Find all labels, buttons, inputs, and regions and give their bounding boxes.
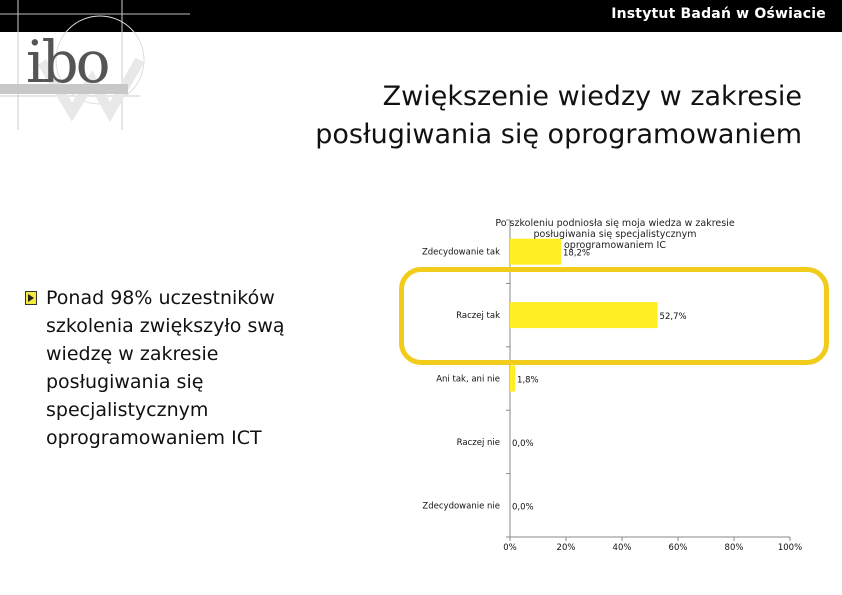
x-tick-label: 100%	[777, 543, 803, 553]
data-label: 1,8%	[517, 375, 539, 386]
category-label: Zdecydowanie nie	[422, 501, 500, 512]
bar	[510, 366, 515, 392]
x-tick-label: 0%	[503, 543, 517, 553]
x-tick-label: 80%	[724, 543, 744, 553]
slide-title	[315, 78, 802, 154]
category-label: Raczej tak	[456, 311, 500, 322]
chart-title-line: Po szkoleniu podniosła się moja wiedza w zakresie	[495, 218, 735, 229]
chart-title-line: oprogramowaniem IC	[564, 240, 666, 251]
bar-chart	[400, 212, 820, 562]
data-label: 0,0%	[512, 438, 534, 449]
category-label: Ani tak, ani nie	[436, 374, 500, 385]
arrow-right-icon	[25, 291, 37, 305]
category-label: Raczej nie	[456, 437, 500, 448]
slide-title-line-1: Zwiększenie wiedzy w zakresie	[382, 81, 802, 112]
slide-title-line-2: posługiwania się oprogramowaniem	[315, 119, 802, 150]
data-label: 52,7%	[659, 312, 687, 323]
data-label: 18,2%	[562, 248, 590, 259]
x-tick-label: 20%	[556, 543, 576, 553]
x-tick-label: 40%	[612, 543, 632, 553]
bullet-text: Ponad 98% uczestników szkolenia zwiększyło swą wiedzę w zakresie posługiwania się specjalistycznym oprogramowaniem ICT	[46, 287, 285, 449]
category-label: Zdecydowanie tak	[421, 247, 500, 258]
data-label: 0,0%	[512, 502, 534, 513]
logo-text: ibo	[26, 28, 108, 96]
highlight-frame	[399, 267, 829, 365]
bar	[510, 239, 561, 265]
org-name: Instytut Badań w Oświacie	[611, 6, 826, 22]
x-tick-label: 60%	[668, 543, 688, 553]
chart-title-line: posługiwania się specjalistycznym	[533, 229, 697, 240]
ibo-logo	[0, 0, 190, 130]
